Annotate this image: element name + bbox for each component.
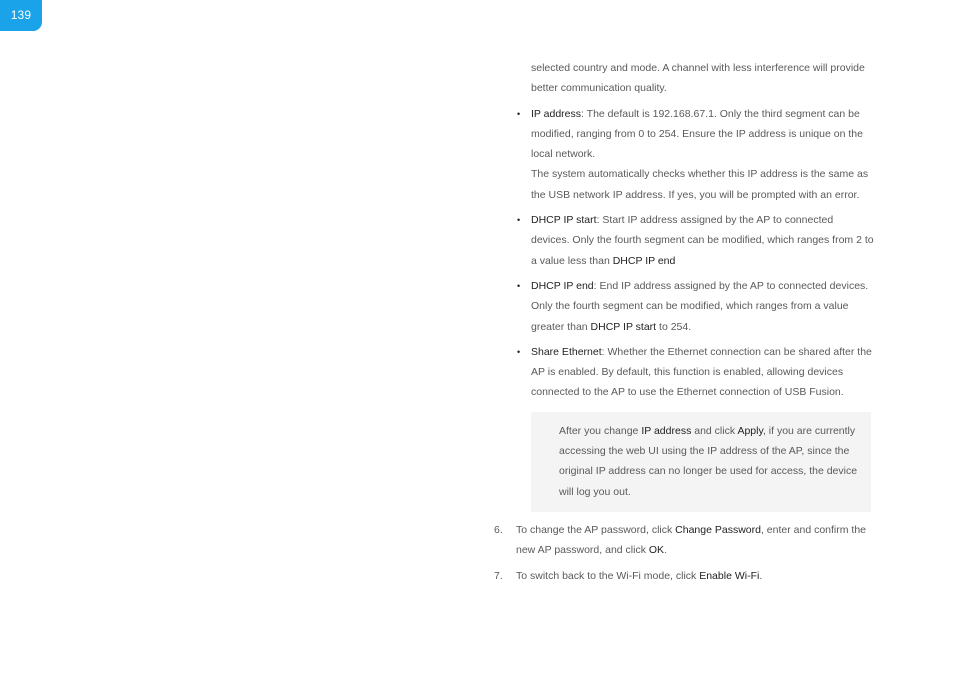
step-text: , enter and confirm the new AP password, and click [516, 523, 867, 557]
bullet-text: : End IP address assigned by the AP to connected devices. Only the fourth segment can be modified, which ranges from a value greater than [531, 279, 869, 333]
bullet-text: : Start IP address assigned by the AP to connected devices. Only the fourth segment can be modified, which ranges from 2 to a value less than [531, 214, 874, 267]
term-ref: DHCP IP start [590, 320, 657, 333]
step-text: . [759, 569, 763, 582]
note-text: , if you are currently accessing the web UI using the IP address of the AP, since the original IP address can no longer be used for access, the device will log you out. [559, 424, 858, 498]
note-term-apply: Apply [737, 424, 763, 437]
term-share-ethernet: Share Ethernet [531, 345, 602, 358]
term-ip-address: IP address [531, 107, 582, 120]
bullet-text: : Whether the Ethernet connection can be shared after the AP is enabled. By default, this function is enabled, allowing devices connected to the AP to use the Ethernet connection of USB Fusion. [531, 345, 872, 399]
step-text: To switch back to the Wi-Fi mode, click [516, 569, 700, 582]
bullet-extra-text: The system automatically checks whether this IP address is the same as the USB network IP address. If yes, you will be prompted with an error. [531, 168, 869, 201]
step-number: 7. [494, 569, 503, 582]
term-dhcp-ip-start: DHCP IP start [531, 214, 597, 227]
step-6 [494, 520, 874, 561]
note-text: and click [691, 424, 738, 437]
document-body [494, 58, 874, 586]
bullet-dot-icon: • [517, 215, 521, 226]
note-text: After you change [559, 424, 642, 437]
bullet-ip-address [494, 104, 874, 205]
bullet-dot-icon: • [517, 280, 521, 291]
page-number-tab: 139 [0, 0, 42, 31]
note-box [531, 412, 871, 512]
term-dhcp-ip-end: DHCP IP end [531, 279, 594, 292]
term-ref: DHCP IP end [612, 254, 676, 267]
term-enable-wifi: Enable Wi-Fi [699, 569, 760, 582]
step-7 [494, 566, 874, 586]
term-change-password: Change Password [675, 523, 761, 536]
step-text: To change the AP password, click [516, 523, 676, 536]
step-number: 6. [494, 523, 503, 536]
bullet-text: : The default is 192.168.67.1. Only the third segment can be modified, ranging from 0 to 254. Ensure the IP address is unique on the local network. [531, 107, 863, 161]
bullet-tail: to 254. [656, 320, 692, 333]
bullet-dot-icon: • [517, 108, 521, 119]
bullet-share-ethernet [494, 342, 874, 403]
term-ok: OK [648, 544, 665, 557]
bullet-dhcp-ip-start [494, 210, 874, 271]
intro-paragraph: selected country and mode. A channel with less interference will provide better communication quality. [531, 62, 865, 95]
bullet-dot-icon: • [517, 346, 521, 357]
bullet-dhcp-ip-end [494, 276, 874, 337]
note-term-ip-address: IP address [641, 424, 692, 437]
step-text: . [664, 544, 667, 557]
